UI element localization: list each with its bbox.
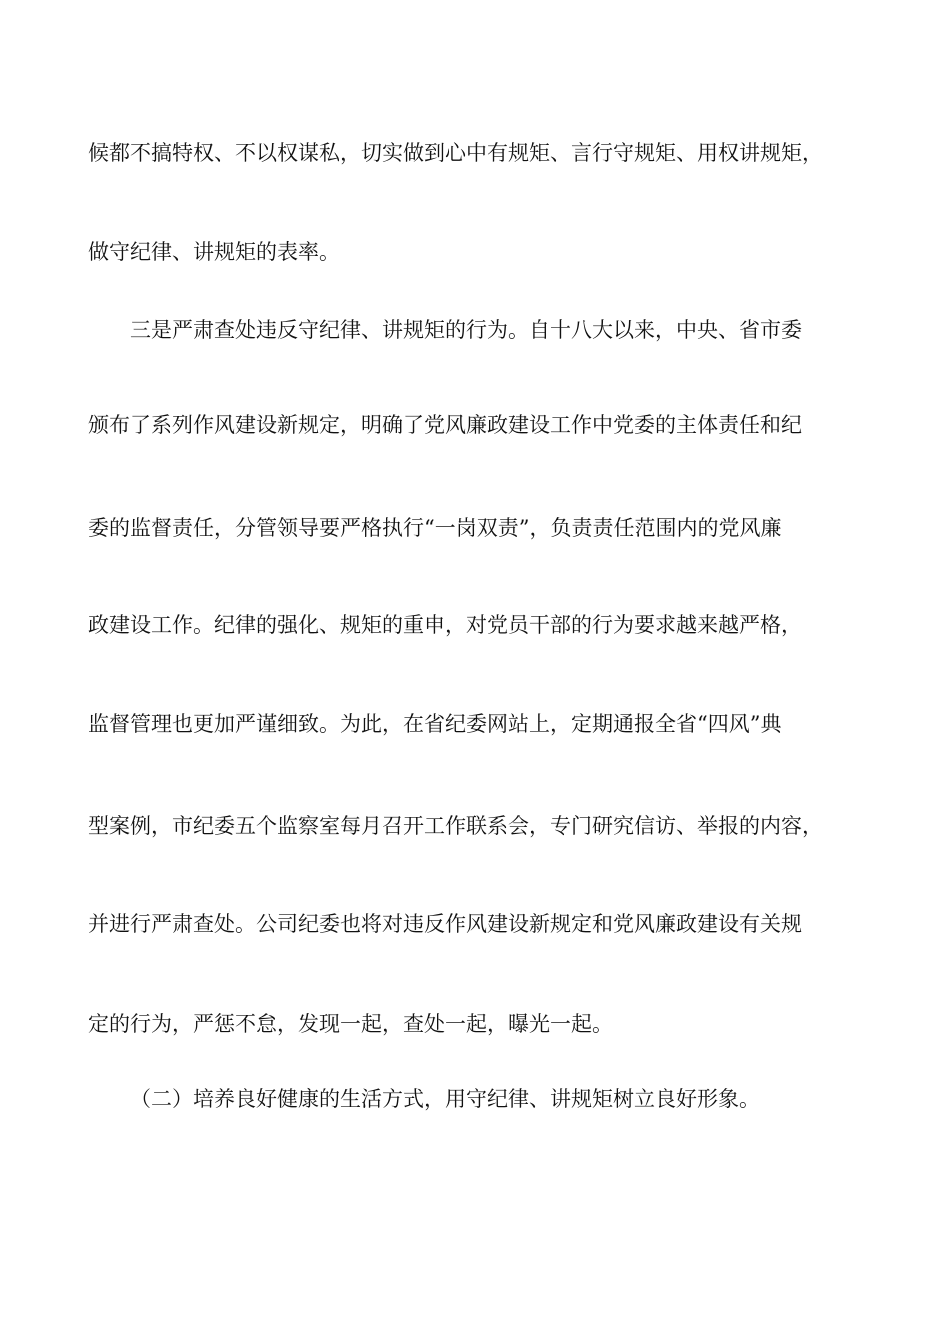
text-line-2: 做守纪律、讲规矩的表率。 xyxy=(88,240,340,264)
text-line-5: 委的监督责任，分管领导要严格执行“一岗双责”，负责责任范围内的党风廉 xyxy=(88,516,782,540)
text-line-8: 型案例，市纪委五个监察室每月召开工作联系会，专门研究信访、举报的内容， xyxy=(88,814,823,838)
section-heading-two: （二）培养良好健康的生活方式，用守纪律、讲规矩树立良好形象。 xyxy=(130,1087,760,1111)
text-line-10: 定的行为，严惩不怠，发现一起，查处一起，曝光一起。 xyxy=(88,1012,613,1036)
text-line-6: 政建设工作。纪律的强化、规矩的重申，对党员干部的行为要求越来越严格， xyxy=(88,613,802,637)
paragraph-three-start: 三是严肃查处违反守纪律、讲规矩的行为。自十八大以来，中央、省市委 xyxy=(130,318,802,342)
text-line-9: 并进行严肃查处。公司纪委也将对违反作风建设新规定和党风廉政建设有关规 xyxy=(88,912,802,936)
text-line-7: 监督管理也更加严谨细致。为此，在省纪委网站上，定期通报全省“四风”典 xyxy=(88,712,782,736)
text-line-4: 颁布了系列作风建设新规定，明确了党风廉政建设工作中党委的主体责任和纪 xyxy=(88,413,802,437)
text-line-1: 候都不搞特权、不以权谋私，切实做到心中有规矩、言行守规矩、用权讲规矩， xyxy=(88,141,823,165)
